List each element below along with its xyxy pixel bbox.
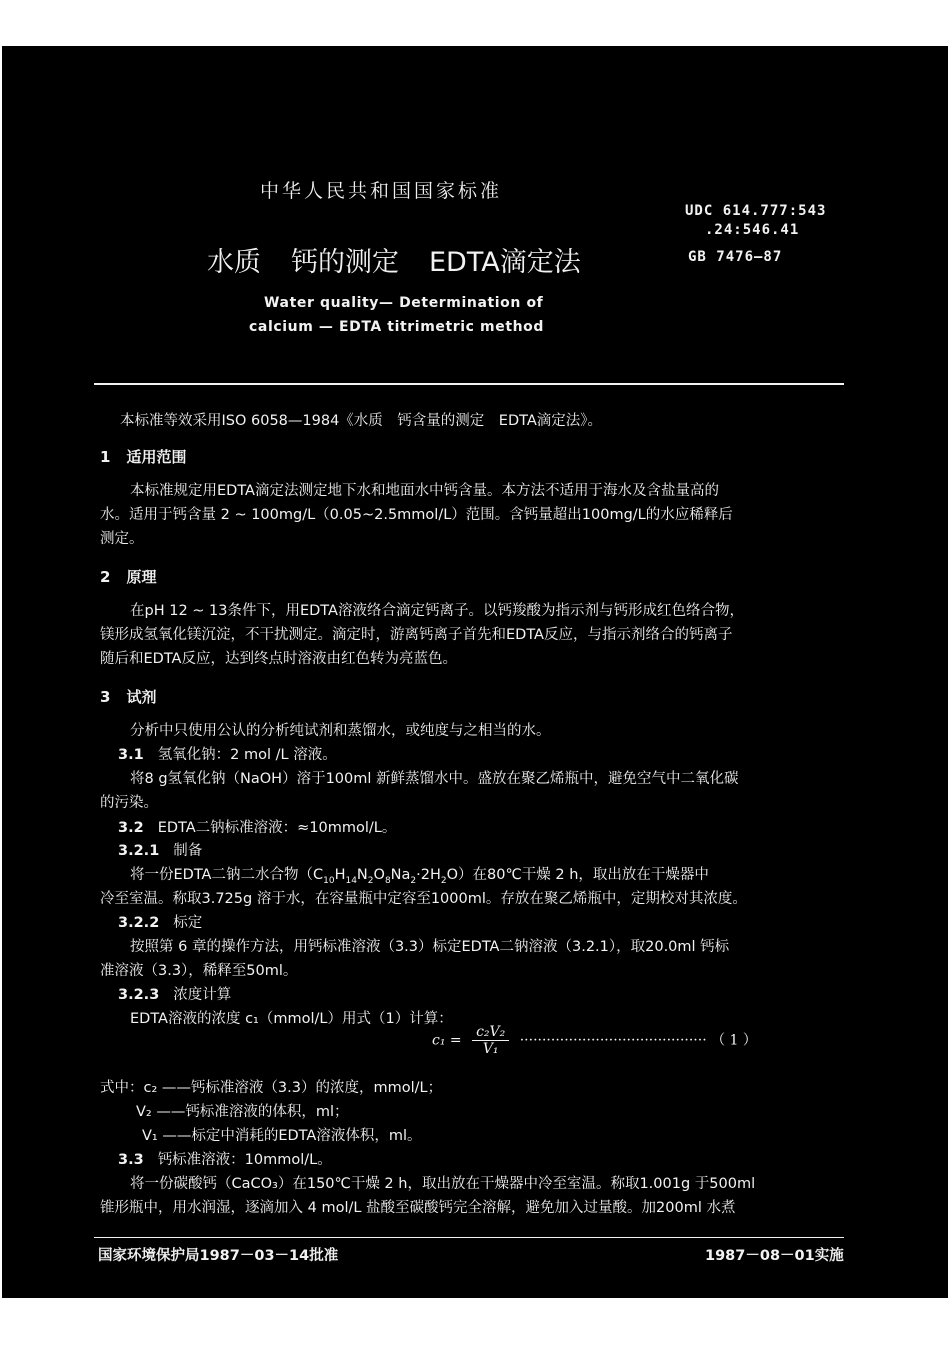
document-page [2, 46, 948, 1298]
section-2-line: 镁形成氢氧化镁沉淀，不干扰测定。滴定时，游离钙离子首先和EDTA反应，与指示剂络合的钙离子 [100, 627, 733, 643]
section-number: 3 [100, 688, 111, 706]
section-1-line: 测定。 [100, 531, 144, 547]
subsection-number: 3.2.3 [118, 987, 160, 1003]
subsection-3-2-1-line: 将一份EDTA二钠二水合物$(C_{10}H_{14}N_2O_8Na_2\cdot 2H_2O)$在80℃干燥 2 h，取出放在干燥器中 [130, 867, 709, 886]
section-number: 2 [100, 568, 111, 586]
line-text: ）在80℃干燥 2 h，取出放在干燥器中 [458, 867, 709, 883]
section-2-line: 随后和EDTA反应，达到终点时溶液由红色转为亮蓝色。 [100, 651, 457, 667]
formula-denominator: V₁ [482, 1041, 499, 1057]
standard-title-en-line2: calcium — EDTA titrimetric method [249, 319, 545, 335]
formula-1 [432, 1024, 757, 1057]
subsection-title: 标定 [173, 915, 203, 931]
formula-numerator: c₂V₂ [472, 1024, 509, 1041]
section-3-intro: 分析中只使用公认的分析纯试剂和蒸馏水，或纯度与之相当的水。 [130, 723, 551, 739]
formula-leader-dots: ·········································· [519, 1032, 707, 1049]
subsection-3-1-heading [118, 743, 337, 764]
section-2-line: 在pH 12 ~ 13条件下，用EDTA溶液络合滴定钙离子。以钙羧酸为指示剂与钙形成红色络合物， [130, 603, 744, 619]
implementation-date: 1987－08－01实施 [705, 1248, 844, 1264]
formula-fraction [472, 1024, 509, 1057]
subsection-3-1-line: 将8 g氢氧化钠（NaOH）溶于100ml 新鲜蒸馏水中。盛放在聚乙烯瓶中，避免空气中二氧化碳 [130, 771, 739, 787]
subsection-3-2-2-heading [118, 911, 202, 932]
line-text: 将一份EDTA二钠二水合物（C [130, 867, 324, 883]
subsection-number: 3.2.2 [118, 915, 160, 931]
formula-number: （ 1 ） [711, 1032, 757, 1049]
subsection-3-1-line: 的污染。 [100, 795, 158, 811]
subsection-title: 制备 [173, 843, 203, 859]
subsection-number: 3.1 [118, 747, 144, 763]
gb-code: GB 7476—87 [688, 249, 783, 265]
subsection-3-2-1-line: 冷至室温。称取3.725g 溶于水，在容量瓶中定容至1000ml。存放在聚乙烯瓶中，定期校对其浓度。 [100, 891, 747, 907]
intro-paragraph: 本标准等效采用ISO 6058—1984《水质 钙含量的测定 EDTA滴定法》。 [120, 413, 603, 429]
subsection-3-2-2-line: 按照第 6 章的操作方法，用钙标准溶液（3.3）标定EDTA二钠溶液（3.2.1），取20.0ml 钙标 [130, 939, 730, 955]
section-title: 原理 [126, 568, 157, 586]
formula-where-line: 式中：c₂ ——钙标准溶液（3.3）的浓度，mmol/L； [100, 1080, 443, 1096]
standard-title-en-line1: Water quality— Determination of [264, 295, 544, 311]
section-1-line: 本标准规定用EDTA滴定法测定地下水和地面水中钙含量。本方法不适用于海水及含盐量高的 [130, 483, 719, 499]
formula-where-line: V₁ ——标定中消耗的EDTA溶液体积，ml。 [142, 1128, 422, 1144]
section-number: 1 [100, 448, 111, 466]
issuing-body-title: 中华人民共和国国家标准 [260, 180, 503, 202]
subsection-3-3-line: 锥形瓶中，用水润湿，逐滴加入 4 mol/L 盐酸至碳酸钙完全溶解，避免加入过量酸。加200ml 水煮 [100, 1200, 736, 1216]
udc-code-line1: UDC 614.777:543 [685, 203, 827, 219]
udc-code-line2: .24:546.41 [705, 222, 800, 238]
title-part-water-quality: 水质 [207, 247, 261, 278]
header-divider [94, 383, 844, 385]
subsection-title: EDTA二钠标准溶液：≈10mmol/L。 [157, 820, 397, 836]
subsection-3-3-heading [118, 1148, 332, 1169]
subsection-3-2-heading [118, 816, 396, 837]
formula-where-line: V₂ ——钙标准溶液的体积，ml； [136, 1104, 349, 1120]
standard-title-zh [207, 240, 581, 279]
subsection-number: 3.3 [118, 1152, 144, 1168]
section-title: 试剂 [126, 688, 157, 706]
title-part-calcium: 钙的测定 [291, 247, 399, 278]
subsection-number: 3.2 [118, 820, 144, 836]
subsection-3-2-3-line: EDTA溶液的浓度 c₁（mmol/L）用式（1）计算： [130, 1011, 453, 1027]
approval-date: 国家环境保护局1987－03－14批准 [98, 1248, 339, 1264]
subsection-3-2-1-heading [118, 839, 202, 860]
subsection-title: 钙标准溶液：10mmol/L。 [157, 1152, 332, 1168]
subsection-3-3-line: 将一份碳酸钙（CaCO₃）在150℃干燥 2 h，取出放在干燥器中冷至室温。称取1.001g 于500ml [130, 1176, 756, 1192]
formula-lhs: c₁ = [432, 1032, 462, 1049]
subsection-number: 3.2.1 [118, 843, 160, 859]
section-1-heading [100, 446, 186, 467]
subsection-title: 浓度计算 [173, 987, 232, 1003]
subsection-3-2-3-heading [118, 983, 231, 1004]
subsection-3-2-2-line: 准溶液（3.3），稀释至50ml。 [100, 963, 298, 979]
section-title: 适用范围 [126, 448, 187, 466]
section-2-heading [100, 566, 156, 587]
footer-divider [94, 1237, 844, 1238]
section-3-heading [100, 686, 156, 707]
subsection-title: 氢氧化钠：2 mol /L 溶液。 [157, 747, 337, 763]
title-part-method: EDTA滴定法 [429, 247, 581, 278]
section-1-line: 水。适用于钙含量 2 ~ 100mg/L（0.05~2.5mmol/L）范围。含钙量超出100mg/L的水应稀释后 [100, 507, 733, 523]
